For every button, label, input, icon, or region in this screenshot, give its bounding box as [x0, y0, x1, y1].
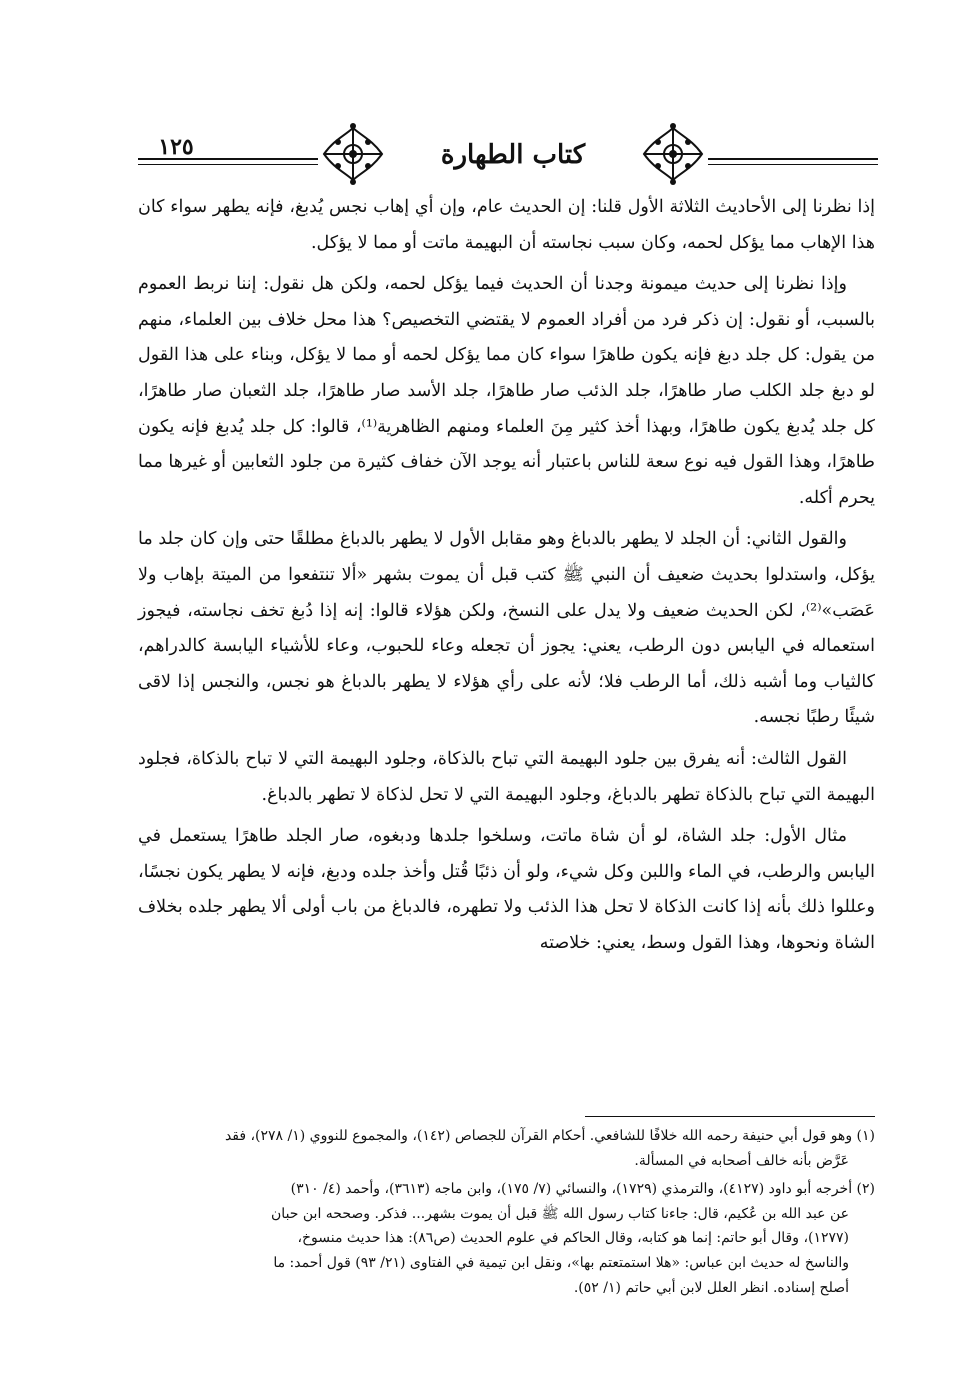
paragraph-2 — [138, 267, 875, 516]
paragraph-third-opinion — [138, 742, 875, 813]
ornament-right-icon — [638, 122, 708, 186]
footnote-2 — [138, 1177, 875, 1300]
footnotes — [138, 1124, 875, 1304]
paragraph-label: مثال الأول: — [764, 826, 847, 847]
paragraph-1 — [138, 190, 875, 261]
paragraph-text: أنه يفرق بين جلود البهيمة التي تباح بالذكاة، وجلود البهيمة التي لا تباح بالذكاة، فجلود البهيمة التي تباح بالذكاة تطهر بالدباغ، وجلود البهيمة التي لا تحل لذكاة لا تطهر بالدباغ. — [138, 748, 875, 805]
footnote-line: (١) وهو قول أبي حنيفة رحمه الله خلافًا للشافعي. أحكام القرآن للجصاص (١٤٢)، والمجموع للنووي (١/ ٢٧٨)، فقد — [224, 1128, 875, 1144]
header-rule-right-bottom — [708, 164, 878, 165]
paragraph-first-example — [138, 819, 875, 961]
footnote-line: عَرَّض بأنه خالف أصحابه في المسألة. — [634, 1152, 849, 1169]
page-header — [138, 118, 878, 188]
footnote-line: (١٢٧٧)، وقال أبو حاتم: إنما هو كتابه، وقال الحاكم في علوم الحديث (ص٨٦): هذا حديث منسوخ، — [297, 1230, 849, 1247]
footnote-line: عن عبد الله بن عُكيم، قال: جاءنا كتاب رسول الله ﷺ قبل أن يموت بشهر... فذكر. وصححه ابن حبان — [271, 1205, 849, 1222]
header-rule-right-top — [708, 158, 878, 160]
footnote-line: والناسخ له حديث ابن عباس: «هلا استمتعتم بها»، ونقل ابن تيمية في الفتاوى (٢١/ ٩٣) قول أحمد: ما — [273, 1254, 849, 1271]
footnote-line: أصلح إسناده. انظر العلل لابن أبي حاتم (١/ ٥٢). — [573, 1279, 849, 1296]
paragraph-text: وإذا نظرنا إلى حديث ميمونة وجدنا أن الحديث فيما يؤكل لحمه، ولكن هل نقول: إننا نربط العموم بالسبب، أو نقول: إن ذكر فرد من أفراد العموم لا يقتضي التخصيص؟ هذا محل خلاف بين العلماء، منهم من يقول: كل جلد دبغ فإنه يكون طاهرًا سواء كان مما يؤكل لحمه أو مما لا يؤكل، وبناء على هذا القول لو دبغ جلد الكلب صار طاهرًا، جلد الذئب صار طاهرًا، جلد الأسد صار طاهرًا، جلد الثعبان صار طاهرًا، كل جلد يُدبغ يكون طاهرًا، وبهذا أخذ كثير مِنَ العلماء ومنهم الظاهرية⁽¹⁾، قالوا: كل جلد يُدبغ فإنه يكون طاهرًا، وهذا القول فيه نوع سعة للناس باعتبار أنه يوجد الآن خفاف كثيرة من جلود الثعابين أو غيرها مما يحرم أكله. — [138, 274, 876, 508]
paragraph-text: جلد الشاة، لو أن شاة ماتت، وسلخوا جلدها ودبغوه، صار الجلد طاهرًا يستعمل في اليابس والرطب، في الماء واللبن وكل شيء، ولو أن ذئبًا قُتل وأخذ جلده ودبغ، فإنه لا يطهر يكون نجسًا، وعللوا ذلك بأنه إذا كانت الذكاة لا تحل هذا الذئب ولا تطهره، فالدباغ من باب أولى ألا يطهر جلده بخلاف الشاة ونحوها، وهذا القول وسط، يعني: خلاصته — [138, 826, 875, 953]
footnote-separator — [585, 1116, 875, 1117]
paragraph-label: والقول الثاني: — [745, 529, 847, 550]
paragraph-text: أن الجلد لا يطهر بالدباغ وهو مقابل الأول لا يطهر بالدباغ مطلقًا حتى وإن كان جلد ما يؤكل، واستدلوا بحديث ضعيف أن النبي ﷺ كتب قبل أن يموت بشهر «ألا تنتفعوا من الميتة بإهاب ولا عَصَب»⁽²⁾، لكن الحديث ضعيف ولا يدل على النسخ، ولكن هؤلاء قالوا: إنه إذا دُبغ تخف نجاسته، فيجوز استعماله في اليابس دون الرطب، يعني: يجوز أن تجعله وعاء للحبوب، وعاء للأشياء اليابسة كالدراهم، كالثياب وما أشبه ذلك، أما الرطب فلا؛ لأنه على رأي هؤلاء لا يطهر بالدباغ هو نجس، والنجس إذا لاقى شيئًا رطبًا نجسه. — [138, 529, 875, 728]
ornament-left-icon — [318, 122, 388, 186]
header-rule-left-bottom — [138, 164, 318, 165]
footnote-1 — [138, 1124, 875, 1173]
header-title: كتاب الطهارة — [440, 140, 586, 170]
footnote-line: (٢) أخرجه أبو داود (٤١٢٧)، والترمذي (١٧٢٩)، والنسائي (٧/ ١٧٥)، وابن ماجه (٣٦١٣)، وأحمد (٤/ ٣١٠) — [290, 1181, 875, 1198]
paragraph-text: إذا نظرنا إلى الأحاديث الثلاثة الأول قلنا: إن الحديث عام، وإن أي إهاب نجس يُدبغ، فإنه يطهر سواء كان هذا الإهاب مما يؤكل لحمه، وكان سبب نجاسته أن البهيمة ماتت أو مما لا يؤكل. — [138, 197, 875, 253]
paragraph-label: القول الثالث: — [751, 748, 847, 769]
paragraph-second-opinion — [138, 522, 875, 736]
main-text — [138, 190, 875, 967]
page-number: ١٢٥ — [158, 134, 194, 160]
